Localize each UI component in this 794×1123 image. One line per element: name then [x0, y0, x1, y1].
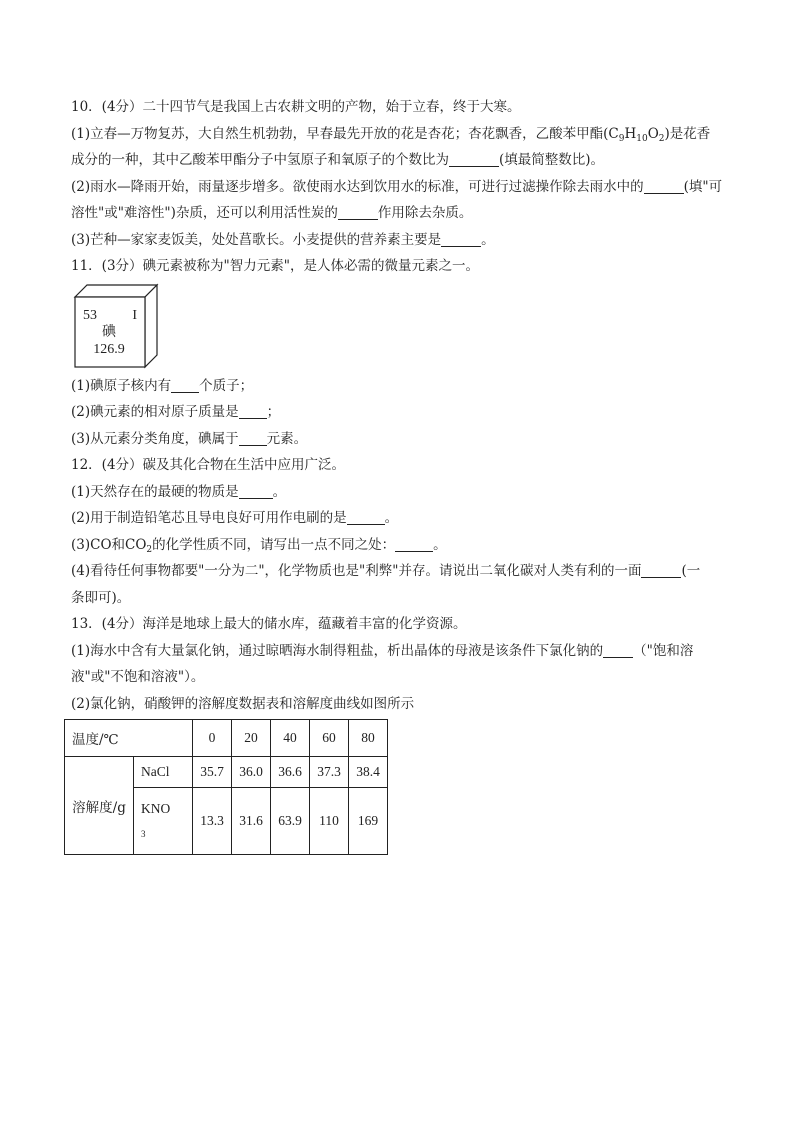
q12-part4-text-b: (一: [681, 563, 701, 579]
table-cell: 36.0: [232, 757, 271, 788]
answer-blank[interactable]: [239, 430, 267, 446]
q11-part1-text-b: 个质子；: [199, 377, 254, 394]
q10-part2-text-c: 溶性"或"难溶性")杂质，还可以利用活性炭的: [71, 205, 338, 221]
formula-sub: 2: [658, 133, 665, 144]
q12-part2: [71, 505, 731, 532]
q12-part2-text-b: 。: [384, 510, 399, 526]
kno3-label: KNO: [141, 800, 171, 816]
table-cell: 36.6: [271, 757, 310, 788]
formula-element: O: [647, 125, 659, 142]
q10-part1-line1: [71, 121, 731, 148]
q10-part3: [71, 227, 731, 254]
formula-sub: 3: [141, 828, 146, 839]
element-cell-text: [83, 307, 143, 358]
table-cell: 110: [310, 788, 349, 855]
q13-title: 13．(4分）海洋是地球上最大的储水库，蕴藏着丰富的化学资源。: [71, 616, 467, 632]
atomic-number: 53: [83, 307, 97, 323]
q10-part2-text-d: 作用除去杂质。: [377, 205, 473, 221]
answer-blank[interactable]: [441, 231, 481, 247]
q10-title: 10．(4分）二十四节气是我国上古农耕文明的产物，始于立春，终于大寒。: [71, 99, 521, 115]
table-cell: 35.7: [193, 757, 232, 788]
table-cell: 31.6: [232, 788, 271, 855]
answer-blank[interactable]: [641, 562, 681, 578]
answer-blank[interactable]: [338, 204, 378, 220]
q10-part2-line2: [71, 200, 731, 227]
temp-header: 温度/℃: [65, 720, 193, 757]
q11-part3-text-a: (3)从元素分类角度，碘属于: [71, 430, 239, 447]
answer-blank[interactable]: [644, 178, 684, 194]
formula-sub: 10: [636, 133, 648, 144]
q12-part4-line2: 条即可)。: [71, 589, 131, 606]
q10-part3-text-a: (3)芒种—家家麦饭美，处处菖歌长。小麦提供的营养素主要是: [71, 231, 442, 248]
q11-part1: [71, 373, 731, 400]
table-cell: 20: [232, 720, 271, 757]
q13-part1-text-a: (1)海水中含有大量氯化钠，通过晾晒海水制得粗盐，析出晶体的母液是该条件下氯化钠的: [71, 642, 604, 659]
answer-blank[interactable]: [603, 642, 633, 658]
answer-blank[interactable]: [239, 483, 273, 499]
q13-part1-text-b: （"饱和溶: [633, 642, 694, 659]
q11-part1-text-a: (1)碘原子核内有: [71, 377, 172, 394]
q11-part2-text-b: ；: [266, 404, 281, 420]
q12-part3-text-a: (3)CO和CO: [71, 536, 147, 553]
q11-part3: [71, 426, 731, 453]
q12-part3-text-b: 的化学性质不同，请写出一点不同之处：: [152, 536, 396, 553]
q11-part2: [71, 399, 731, 426]
table-cell: 38.4: [349, 757, 388, 788]
q10-part1-text-c: 成分的一种，其中乙酸苯甲酯分子中氢原子和氧原子的个数比为: [71, 152, 449, 168]
element-name: 碘: [102, 324, 116, 340]
q11-title: 11．(3分）碘元素被称为"智力元素"，是人体必需的微量元素之一。: [71, 258, 479, 274]
q12-part1-text-b: 。: [272, 483, 287, 500]
table-cell: 0: [193, 720, 232, 757]
table-cell: 37.3: [310, 757, 349, 788]
q12-part4-text-a: (4)看待任何事物都要"一分为二"，化学物质也是"利弊"并存。请说出二氧化碳对人类有利的一面: [71, 563, 642, 579]
kno3-label-cell: [134, 788, 193, 855]
solubility-table: [64, 719, 388, 855]
table-cell: 63.9: [271, 788, 310, 855]
element-cell-iodine: [73, 283, 163, 369]
q12-part1: [71, 479, 731, 506]
nacl-label: NaCl: [134, 757, 193, 788]
q13-part1-line1: [71, 638, 731, 665]
table-cell: 80: [349, 720, 388, 757]
q13-part1-line2: 液"或"不饱和溶液"）。: [71, 669, 205, 685]
q10-part1-text-a: (1)立春—万物复苏，大自然生机勃勃，早春最先开放的花是杏花；杏花飘香，乙酸苯甲酯(C: [71, 125, 619, 142]
table-cell: 169: [349, 788, 388, 855]
formula-sub: 9: [618, 133, 625, 144]
q10-part2-line1: [71, 174, 731, 201]
question-content: [71, 94, 731, 855]
atomic-mass: 126.9: [93, 341, 125, 357]
answer-blank[interactable]: [449, 151, 499, 167]
formula-sub: 2: [146, 544, 153, 555]
answer-blank[interactable]: [347, 509, 385, 525]
q12-part3-text-c: 。: [433, 536, 447, 553]
q12-part3: [71, 532, 731, 559]
solubility-label: 溶解度/g: [65, 757, 134, 855]
table-cell: 60: [310, 720, 349, 757]
q10-part1-line2: [71, 147, 731, 174]
q12-part2-text-a: (2)用于制造铅笔芯且导电良好可用作电刷的是: [71, 510, 347, 526]
q12-part4-line1: [71, 558, 731, 585]
q10-part1-text-b: )是花香: [664, 125, 711, 142]
table-row: [65, 757, 388, 788]
element-symbol: I: [132, 307, 137, 323]
q11-part2-text-a: (2)碘元素的相对原子质量是: [71, 404, 239, 420]
table-row: [65, 720, 388, 757]
q12-part1-text-a: (1)天然存在的最硬的物质是: [71, 483, 239, 500]
answer-blank[interactable]: [395, 536, 433, 552]
table-cell: 40: [271, 720, 310, 757]
q10-part2-text-a: (2)雨水—降雨开始，雨量逐步增多。欲使雨水达到饮用水的标准，可进行过滤操作除去雨水中的: [71, 178, 644, 195]
answer-blank[interactable]: [239, 403, 267, 419]
q13-part2: (2)氯化钠，硝酸钾的溶解度数据表和溶解度曲线如图所示: [71, 695, 415, 712]
q10-part3-text-b: 。: [481, 231, 495, 248]
q11-part3-text-b: 元素。: [266, 430, 308, 447]
table-cell: 13.3: [193, 788, 232, 855]
answer-blank[interactable]: [171, 377, 199, 393]
formula-element: H: [624, 125, 637, 142]
q10-part2-text-b: (填"可: [683, 178, 723, 195]
q12-title: 12．(4分）碳及其化合物在生活中应用广泛。: [71, 457, 346, 473]
q10-part1-text-d: (填最简整数比)。: [499, 152, 605, 168]
